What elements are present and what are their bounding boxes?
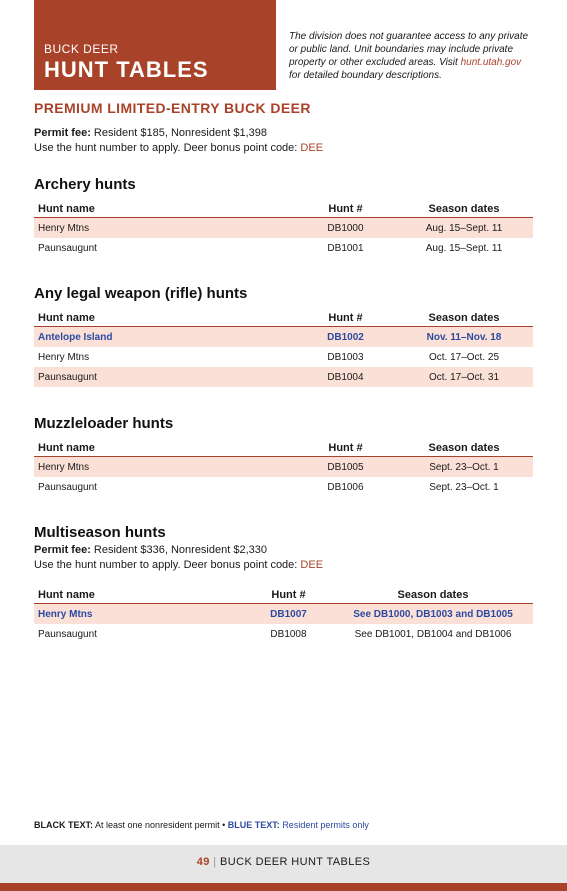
- col-hunt-name: Hunt name: [34, 586, 244, 604]
- table-header: [34, 586, 533, 604]
- col-hunt-name: Hunt name: [34, 439, 296, 457]
- archery-heading: Archery hunts: [34, 176, 136, 193]
- page-title: HUNT TABLES: [44, 57, 209, 82]
- hunt-name: Paunsaugunt: [34, 367, 296, 387]
- table-row: [34, 367, 533, 387]
- table-row: [34, 327, 533, 348]
- legend-black-label: BLACK TEXT:: [34, 820, 93, 830]
- season-dates: Oct. 17–Oct. 25: [428, 351, 500, 363]
- section-title: PREMIUM LIMITED-ENTRY BUCK DEER: [34, 100, 311, 116]
- apply-text: Use the hunt number to apply. Deer bonus point code:: [34, 142, 298, 154]
- hunt-number: DB1006: [327, 481, 364, 493]
- hunt-number: DB1007: [244, 604, 329, 625]
- season-dates: See DB1000, DB1003 and DB1005: [329, 604, 533, 625]
- col-season-dates: Season dates: [329, 586, 533, 604]
- fee-text: Resident $336, Nonresident $2,330: [93, 544, 267, 556]
- col-hunt-number: Hunt #: [296, 309, 391, 327]
- table-header: [34, 200, 533, 218]
- multiseason-fee: [34, 543, 323, 573]
- season-dates: Aug. 15–Sept. 11: [425, 242, 503, 254]
- hunt-name: Henry Mtns: [34, 604, 244, 625]
- season-dates: Nov. 11–Nov. 18: [391, 327, 533, 348]
- bonus-code: DEE: [300, 142, 324, 154]
- legend-bullet: •: [222, 820, 226, 830]
- hunt-number: DB1004: [296, 367, 391, 387]
- season-dates: Sept. 23–Oct. 1: [391, 457, 533, 478]
- footer-separator: |: [213, 856, 217, 868]
- disclaimer-link[interactable]: hunt.utah.gov: [460, 57, 522, 68]
- header-kicker: BUCK DEER: [44, 42, 119, 56]
- fee-label: Permit fee:: [34, 544, 91, 556]
- season-dates: Aug. 15–Sept. 11: [391, 218, 533, 239]
- table-row: [34, 604, 533, 625]
- season-dates: Sept. 23–Oct. 1: [429, 481, 499, 493]
- col-hunt-name: Hunt name: [34, 200, 296, 218]
- multiseason-table: [34, 586, 533, 644]
- muzzleloader-heading: Muzzleloader hunts: [34, 415, 174, 432]
- bonus-code: DEE: [300, 559, 324, 571]
- hunt-number: DB1002: [296, 327, 391, 348]
- footer-title: BUCK DEER HUNT TABLES: [220, 856, 371, 868]
- legend-blue-label: BLUE TEXT:: [227, 820, 280, 830]
- fee-text: Resident $185, Nonresident $1,398: [93, 127, 267, 139]
- archery-table: [34, 200, 533, 258]
- table-row: [34, 218, 533, 239]
- col-hunt-number: Hunt #: [296, 439, 391, 457]
- color-legend: [34, 820, 369, 830]
- col-season-dates: Season dates: [391, 439, 533, 457]
- page-number: 49: [196, 856, 210, 868]
- hunt-name: Antelope Island: [34, 327, 296, 348]
- hunt-name: Henry Mtns: [34, 218, 296, 239]
- hunt-number: DB1005: [296, 457, 391, 478]
- col-season-dates: Season dates: [391, 309, 533, 327]
- rifle-heading: Any legal weapon (rifle) hunts: [34, 285, 248, 302]
- muzzleloader-table: [34, 439, 533, 497]
- disclaimer-text: The division does not guarantee access to any private or public land. Unit boundaries may include private property or other excluded areas. Visit: [289, 31, 529, 68]
- hunt-number: DB1001: [327, 242, 364, 254]
- permit-fee: [34, 126, 323, 156]
- hunt-name: Paunsaugunt: [38, 481, 97, 493]
- hunt-number: DB1000: [296, 218, 391, 239]
- multiseason-heading: Multiseason hunts: [34, 524, 166, 541]
- season-dates: See DB1001, DB1004 and DB1006: [354, 628, 512, 640]
- hunt-name: Henry Mtns: [38, 351, 90, 363]
- apply-text: Use the hunt number to apply. Deer bonus point code:: [34, 559, 298, 571]
- header-box: [34, 0, 276, 90]
- hunt-number: DB1008: [270, 628, 307, 640]
- legend-black-text: At least one nonresident permit: [95, 820, 220, 830]
- hunt-number: DB1003: [327, 351, 364, 363]
- page-footer: [0, 856, 567, 868]
- disclaimer-tail: for detailed boundary descriptions.: [289, 70, 442, 81]
- col-season-dates: Season dates: [391, 200, 533, 218]
- table-row: [34, 347, 533, 367]
- season-dates: Oct. 17–Oct. 31: [391, 367, 533, 387]
- table-row: [34, 238, 533, 258]
- table-row: [34, 624, 533, 644]
- table-row: [34, 457, 533, 478]
- footer-bar: [0, 883, 567, 891]
- hunt-name: Henry Mtns: [34, 457, 296, 478]
- disclaimer: [289, 30, 534, 82]
- fee-label: Permit fee:: [34, 127, 91, 139]
- col-hunt-number: Hunt #: [296, 200, 391, 218]
- table-header: [34, 439, 533, 457]
- rifle-table: [34, 309, 533, 387]
- table-row: [34, 477, 533, 497]
- col-hunt-number: Hunt #: [244, 586, 329, 604]
- col-hunt-name: Hunt name: [34, 309, 296, 327]
- hunt-name: Paunsaugunt: [38, 242, 97, 254]
- legend-blue-text: Resident permits only: [282, 820, 369, 830]
- table-header: [34, 309, 533, 327]
- hunt-name: Paunsaugunt: [38, 628, 97, 640]
